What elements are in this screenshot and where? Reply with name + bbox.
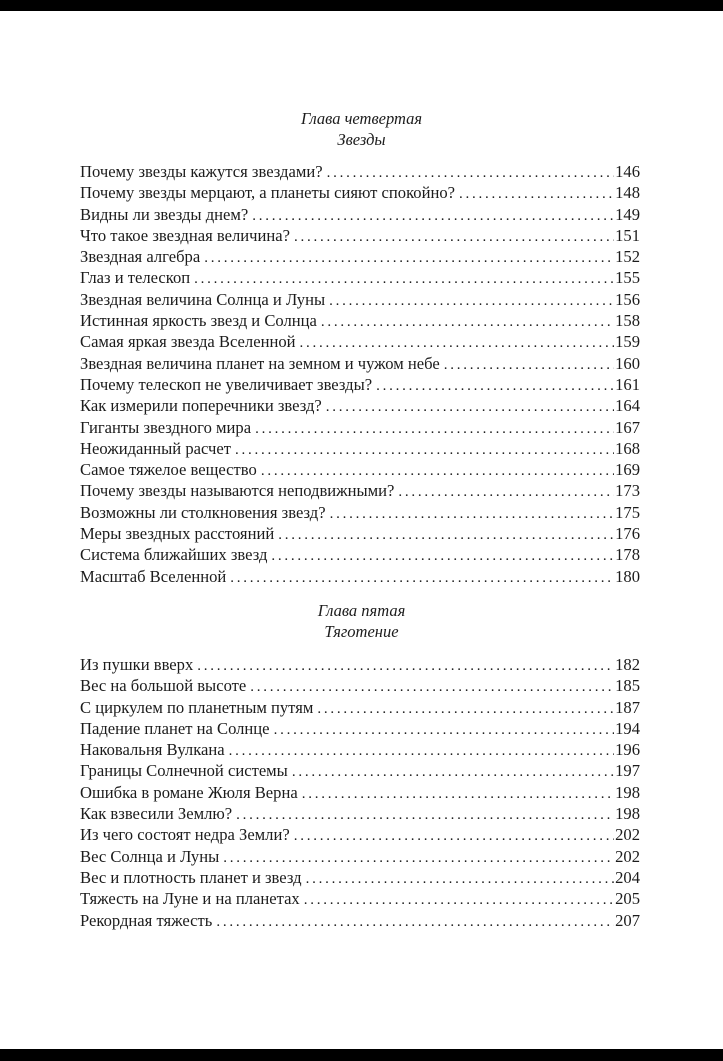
toc-entry-page: 197 xyxy=(615,761,640,781)
toc-entry-title: Масштаб Вселенной xyxy=(80,566,227,586)
dot-leader xyxy=(255,419,614,438)
toc-entry[interactable] xyxy=(80,225,640,246)
toc-entry[interactable] xyxy=(80,459,640,480)
toc-entry-title: Почему звезды называются неподвижными? xyxy=(80,481,395,501)
toc-entry-title: Истинная яркость звезд и Солнца xyxy=(80,311,317,331)
toc-entry-title: Глаз и телескоп xyxy=(80,268,191,288)
toc-entry-page: 155 xyxy=(615,268,640,288)
dot-leader xyxy=(459,184,614,203)
toc-entry[interactable] xyxy=(80,331,640,352)
toc-entry-page: 158 xyxy=(615,311,640,331)
toc-entry-page: 202 xyxy=(615,825,640,845)
toc-entry-page: 180 xyxy=(615,566,640,586)
dot-leader xyxy=(194,269,614,288)
toc-entry[interactable] xyxy=(80,782,640,803)
toc-entry[interactable] xyxy=(80,846,640,867)
toc-entry-title: Из пушки вверх xyxy=(80,655,194,674)
toc-entry[interactable] xyxy=(80,803,640,824)
toc-entry-page: 198 xyxy=(615,804,640,824)
toc-entry[interactable] xyxy=(80,566,640,587)
toc-entry[interactable] xyxy=(80,739,640,760)
toc-entry-title: Границы Солнечной системы xyxy=(80,761,288,781)
toc-entry-title: Возможны ли столкновения звезд? xyxy=(80,502,326,522)
dot-leader xyxy=(278,525,614,544)
dot-leader xyxy=(250,677,614,696)
toc-entry[interactable] xyxy=(80,888,640,909)
toc-entry-title: Что такое звездная величина? xyxy=(80,225,290,245)
toc-entry-title: Система ближайших звезд xyxy=(80,545,268,565)
chapter-4-label: Глава четвертая xyxy=(300,109,423,128)
toc-entry-page: 151 xyxy=(615,225,640,245)
toc-entry[interactable] xyxy=(80,374,640,395)
chapter-4-contents xyxy=(80,161,640,587)
toc-entry[interactable] xyxy=(80,353,640,374)
toc-entry[interactable] xyxy=(80,395,640,416)
toc-entry[interactable] xyxy=(80,654,640,675)
dot-leader xyxy=(292,762,614,781)
toc-entry-page: 176 xyxy=(615,524,640,544)
toc-entry-page: 187 xyxy=(615,697,640,717)
toc-entry-page: 160 xyxy=(615,353,640,373)
toc-entry-title: Падение планет на Солнце xyxy=(80,718,270,738)
toc-entry-title: Звездная алгебра xyxy=(80,247,201,267)
toc-entry-page: 169 xyxy=(615,460,640,480)
dot-leader xyxy=(236,805,614,824)
dot-leader xyxy=(229,741,614,760)
toc-entry-page: 175 xyxy=(615,502,640,522)
toc-entry[interactable] xyxy=(80,867,640,888)
toc-entry[interactable] xyxy=(80,310,640,331)
dot-leader xyxy=(321,312,614,331)
toc-entry[interactable] xyxy=(80,204,640,225)
dot-leader xyxy=(398,482,614,501)
dot-leader xyxy=(230,568,614,587)
toc-entry[interactable] xyxy=(80,246,640,267)
dot-leader xyxy=(294,227,614,246)
toc-entry[interactable] xyxy=(80,675,640,696)
toc-entry[interactable] xyxy=(80,502,640,523)
toc-entry-page: 182 xyxy=(615,655,640,674)
toc-entry-title: Самая яркая звезда Вселенной xyxy=(80,332,296,352)
toc-entry-page: 196 xyxy=(615,740,640,760)
toc-entry-title: Меры звездных расстояний xyxy=(80,524,275,544)
toc-entry-page: 198 xyxy=(615,782,640,802)
toc-entry-page: 168 xyxy=(615,438,640,458)
toc-entry-page: 149 xyxy=(615,204,640,224)
top-border xyxy=(0,0,723,11)
toc-entry-title: Из чего состоят недра Земли? xyxy=(80,825,290,845)
toc-entry[interactable] xyxy=(80,760,640,781)
toc-entry-page: 204 xyxy=(615,867,640,887)
dot-leader xyxy=(302,784,614,803)
dot-leader xyxy=(327,163,615,182)
toc-entry-title: Вес на большой высоте xyxy=(80,676,247,696)
toc-entry-title: Почему звезды кажутся звездами? xyxy=(80,162,323,181)
dot-leader xyxy=(326,397,614,416)
toc-entry-title: Звездная величина Солнца и Луны xyxy=(80,289,326,309)
dot-leader xyxy=(204,248,614,267)
dot-leader xyxy=(376,376,614,395)
toc-entry[interactable] xyxy=(80,910,640,931)
toc-entry-page: 164 xyxy=(615,396,640,416)
chapter-4-title: Звезды xyxy=(337,130,386,149)
toc-entry[interactable] xyxy=(80,417,640,438)
toc-entry[interactable] xyxy=(80,544,640,565)
toc-entry[interactable] xyxy=(80,161,640,182)
toc-entry[interactable] xyxy=(80,267,640,288)
toc-entry-title: Рекордная тяжесть xyxy=(80,910,213,930)
toc-entry-page: 173 xyxy=(615,481,640,501)
toc-entry-title: Гиганты звездного мира xyxy=(80,417,252,437)
toc-entry-title: Неожиданный расчет xyxy=(80,438,231,458)
toc-entry-page: 159 xyxy=(615,332,640,352)
toc-entry-title: Вес Солнца и Луны xyxy=(80,846,220,866)
dot-leader xyxy=(197,656,614,675)
dot-leader xyxy=(329,291,614,310)
toc-entry-page: 148 xyxy=(615,183,640,203)
dot-leader xyxy=(216,912,614,931)
bottom-border xyxy=(0,1049,723,1061)
toc-entry-title: Вес и плотность планет и звезд xyxy=(80,867,302,887)
toc-entry-title: С циркулем по планетным путям xyxy=(80,697,314,717)
toc-entry-page: 152 xyxy=(615,247,640,267)
dot-leader xyxy=(294,826,614,845)
toc-entry-title: Самое тяжелое вещество xyxy=(80,460,257,480)
toc-entry[interactable] xyxy=(80,824,640,845)
toc-entry-page: 156 xyxy=(615,289,640,309)
dot-leader xyxy=(274,720,615,739)
toc-entry-title: Тяжесть на Луне и на планетах xyxy=(80,889,300,909)
toc-entry-title: Как измерили поперечники звезд? xyxy=(80,396,322,416)
chapter-5-title: Тяготение xyxy=(324,622,399,641)
dot-leader xyxy=(271,546,614,565)
toc-entry-title: Как взвесили Землю? xyxy=(80,804,233,824)
toc-entry-page: 146 xyxy=(615,162,640,181)
toc-entry[interactable] xyxy=(80,289,640,310)
toc-entry[interactable] xyxy=(80,480,640,501)
dot-leader xyxy=(252,206,614,225)
toc-entry[interactable] xyxy=(80,718,640,739)
toc-entry-title: Звездная величина планет на земном и чужом небе xyxy=(80,353,440,373)
dot-leader xyxy=(304,890,614,909)
chapter-5-label: Глава пятая xyxy=(317,601,406,620)
toc-entry-title: Видны ли звезды днем? xyxy=(80,204,249,224)
dot-leader xyxy=(300,333,615,352)
toc-entry[interactable] xyxy=(80,523,640,544)
toc-entry-title: Ошибка в романе Жюля Верна xyxy=(80,782,298,802)
toc-entry[interactable] xyxy=(80,438,640,459)
toc-entry-page: 161 xyxy=(615,374,640,394)
chapter-5-contents xyxy=(80,654,640,931)
dot-leader xyxy=(261,461,614,480)
toc-entry[interactable] xyxy=(80,697,640,718)
toc-entry-title: Почему звезды мерцают, а планеты сияют спокойно? xyxy=(80,183,456,203)
dot-leader xyxy=(330,504,615,523)
toc-entry-page: 167 xyxy=(615,417,640,437)
toc-entry-page: 202 xyxy=(615,846,640,866)
toc-entry-page: 178 xyxy=(615,545,640,565)
toc-entry-page: 205 xyxy=(615,889,640,909)
toc-entry-title: Наковальня Вулкана xyxy=(80,740,225,760)
toc-entry-page: 185 xyxy=(615,676,640,696)
dot-leader xyxy=(306,869,615,888)
toc-entry[interactable] xyxy=(80,182,640,203)
dot-leader xyxy=(317,699,614,718)
toc-entry-title: Почему телескоп не увеличивает звезды? xyxy=(80,374,373,394)
toc-entry-page: 207 xyxy=(615,910,640,930)
dot-leader xyxy=(223,848,614,867)
toc-entry-page: 194 xyxy=(615,718,640,738)
dot-leader xyxy=(444,355,614,374)
dot-leader xyxy=(235,440,614,459)
